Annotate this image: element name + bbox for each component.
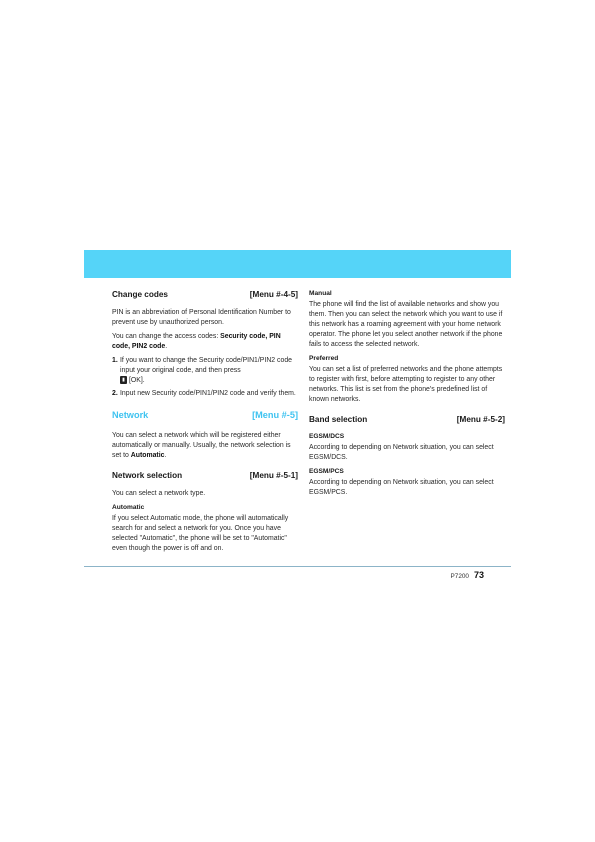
change-codes-heading	[112, 290, 298, 299]
network-heading	[112, 410, 298, 420]
ok-key-icon: ▮	[120, 376, 127, 384]
network-selection-paragraph: You can select a network type.	[112, 490, 206, 497]
footer-rule	[84, 566, 511, 567]
change-codes-steps	[112, 356, 298, 399]
network-paragraph: You can select a network which will be registered either automatically or manually. Usually, the network selection is set to Automatic.	[112, 432, 291, 459]
band-selection-title: Band selection	[309, 415, 368, 424]
right-column	[309, 290, 505, 502]
network-selection-menu: [Menu #-5-1]	[249, 471, 298, 480]
change-codes-title: Change codes	[112, 290, 168, 299]
automatic-subheading: Automatic	[112, 504, 145, 511]
change-codes-paragraph-1: PIN is an abbreviation of Personal Identification Number to prevent use by unauthorized person.	[112, 309, 291, 326]
egsm-pcs-subheading: EGSM/PCS	[309, 468, 344, 475]
automatic-paragraph: If you select Automatic mode, the phone will automatically search for and select a network for you. Once you have selected "Automatic", the phone will be set to "Automatic" even though the power is off and on.	[112, 515, 289, 552]
egsm-pcs-paragraph: According to depending on Network situation, you can select EGSM/PCS.	[309, 479, 494, 496]
change-codes-menu: [Menu #-4-5]	[249, 290, 298, 299]
band-selection-menu: [Menu #-5-2]	[456, 415, 505, 424]
preferred-subheading: Preferred	[309, 355, 339, 362]
network-menu: [Menu #-5]	[252, 410, 298, 420]
step-item: 2. Input new Security code/PIN1/PIN2 code and verify them.	[112, 390, 296, 397]
network-selection-heading	[112, 471, 298, 480]
egsm-dcs-paragraph: According to depending on Network situation, you can select EGSM/DCS.	[309, 444, 494, 461]
egsm-dcs-subheading: EGSM/DCS	[309, 433, 345, 440]
network-selection-title: Network selection	[112, 471, 183, 480]
step-item: 1. If you want to change the Security code/PIN1/PIN2 code input your original code, and then press ▮ [OK].	[112, 357, 292, 384]
change-codes-paragraph-2: You can change the access codes: Security code, PIN code, PIN2 code.	[112, 333, 281, 350]
preferred-paragraph: You can set a list of preferred networks and the phone attempts to register with first, before attempting to register to any other networks. This list is set from the phone's predefined list of known networks.	[309, 366, 503, 403]
page-footer	[451, 570, 485, 580]
header-band	[84, 250, 511, 278]
model-name: P7200	[450, 573, 469, 580]
manual-subheading: Manual	[309, 290, 332, 297]
left-column	[112, 290, 298, 558]
network-title: Network	[112, 410, 149, 420]
band-selection-heading	[309, 415, 505, 424]
manual-paragraph: The phone will find the list of available networks and show you them. Then you can select the network which you want to use if this network has a roaming agreement with your home network operator. The phone let you select another network if the phone fails to access the selected network.	[309, 301, 503, 348]
page-number: 73	[473, 570, 484, 580]
